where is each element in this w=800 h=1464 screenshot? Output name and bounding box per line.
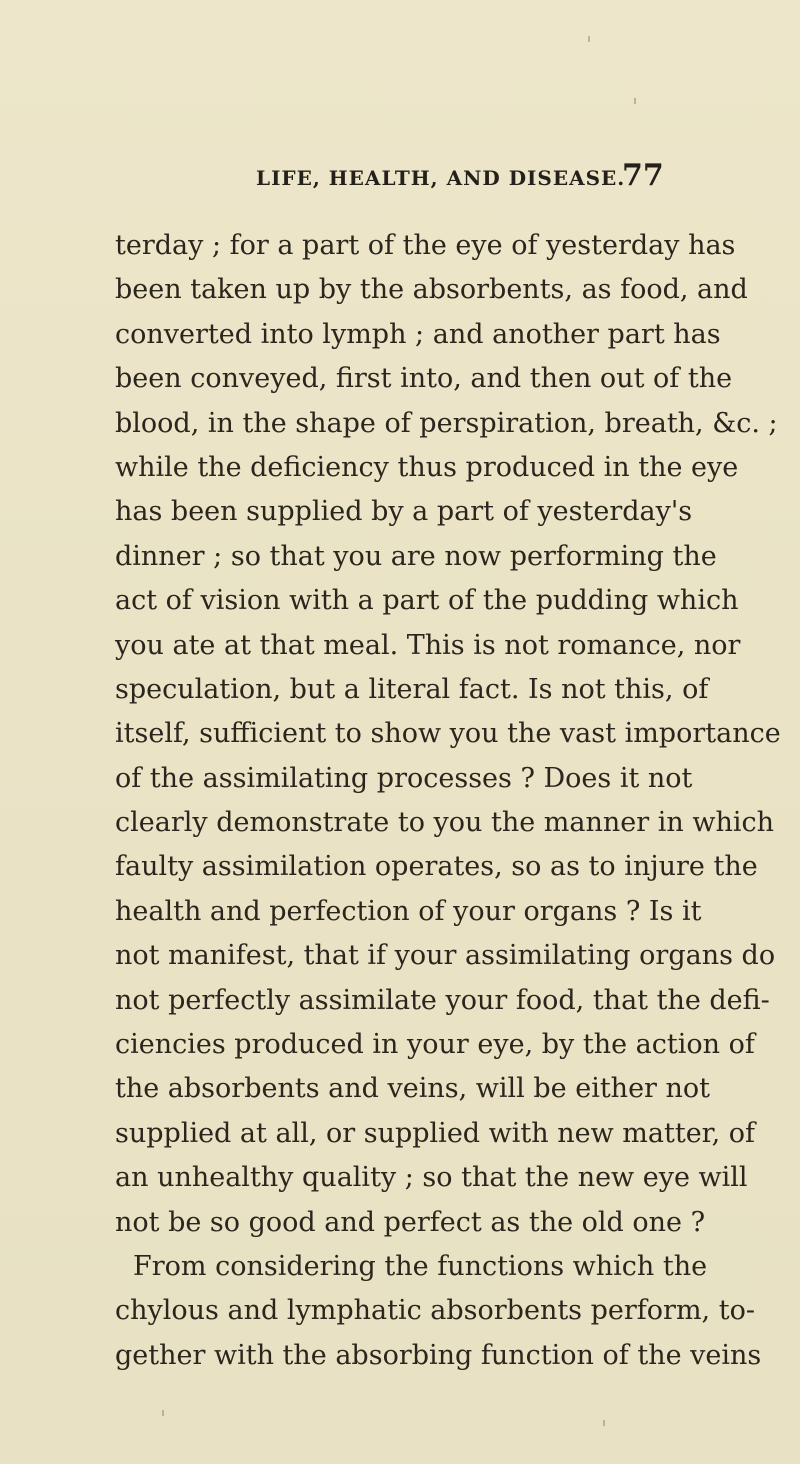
text-line: of the assimilating processes ? Does it not bbox=[115, 762, 693, 794]
text-line: ciencies produced in your eye, by the action of bbox=[115, 1029, 755, 1061]
text-line: while the deficiency thus produced in the eye bbox=[115, 451, 739, 483]
text-line: itself, sufficient to show you the vast importance bbox=[115, 718, 781, 750]
text-line: act of vision with a part of the pudding which bbox=[115, 585, 739, 617]
text-line: the absorbents and veins, will be either not bbox=[115, 1073, 711, 1105]
running-title: LIFE, HEALTH, AND DISEASE. bbox=[256, 166, 626, 190]
page-number: 77 bbox=[622, 158, 664, 193]
body-text bbox=[115, 224, 781, 1378]
text-line: gether with the absorbing function of the veins bbox=[115, 1339, 762, 1371]
text-line: you ate at that meal. This is not romance, nor bbox=[115, 629, 741, 661]
text-line: health and perfection of your organs ? Is it bbox=[115, 895, 702, 927]
text-line: been taken up by the absorbents, as food, and bbox=[115, 274, 748, 306]
text-line: faulty assimilation operates, so as to injure the bbox=[115, 851, 758, 883]
text-line: supplied at all, or supplied with new matter, of bbox=[115, 1117, 756, 1149]
text-line: speculation, but a literal fact. Is not this, of bbox=[115, 673, 709, 705]
text-line: clearly demonstrate to you the manner in which bbox=[115, 807, 775, 839]
text-line: terday ; for a part of the eye of yesterday has bbox=[115, 230, 736, 261]
text-line: converted into lymph ; and another part has bbox=[115, 318, 721, 350]
text-line: not manifest, that if your assimilating organs do bbox=[115, 940, 776, 972]
paper-speck bbox=[162, 1410, 164, 1416]
text-line: not be so good and perfect as the old one ? bbox=[115, 1206, 706, 1238]
text-line: dinner ; so that you are now performing the bbox=[115, 540, 717, 572]
text-line: an unhealthy quality ; so that the new eye will bbox=[115, 1162, 748, 1194]
text-line: From considering the functions which the bbox=[133, 1250, 708, 1282]
paper-speck bbox=[603, 1420, 605, 1426]
text-line: blood, in the shape of perspiration, breath, &c. ; bbox=[115, 407, 778, 439]
text-line: been conveyed, first into, and then out of the bbox=[115, 363, 733, 395]
paper-speck bbox=[634, 98, 636, 104]
text-line: chylous and lymphatic absorbents perform, to- bbox=[115, 1295, 755, 1327]
text-line: has been supplied by a part of yesterday's bbox=[115, 496, 693, 528]
running-head bbox=[0, 158, 800, 198]
paper-speck bbox=[588, 36, 590, 42]
text-line: not perfectly assimilate your food, that the defi- bbox=[115, 984, 770, 1016]
